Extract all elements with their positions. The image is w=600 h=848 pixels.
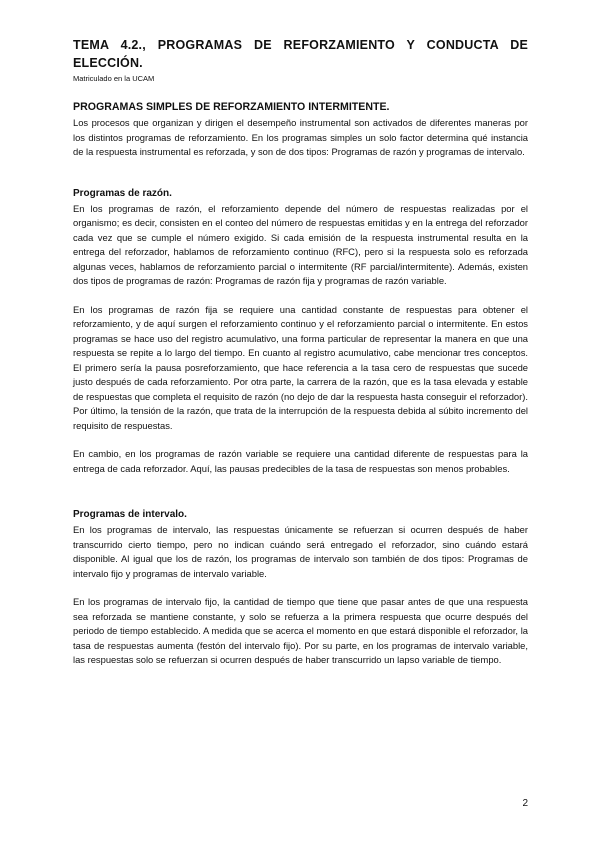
razon-paragraph-3: En cambio, en los programas de razón variable se requiere una cantidad diferente de respuestas para la entrega de cada reforzador. Aquí, las pausas predecibles de la tasa de respuestas son menos probables. [73, 448, 528, 474]
razon-paragraph-1: En los programas de razón, el reforzamiento depende del número de respuestas realizadas por el organismo; es decir, consisten en el conteo del número de respuestas emitidas y en la entrega del reforzador cada vez que se cumple el número exigido. Si cada emisión de la respuesta instrumental resulta en la entrega del reforzador, hablamos de reforzamiento continuo (RFC), pero si la respuesta solo es reforzada algunas veces, hablamos de reforzamiento parcial o intermitente (RF parcial/intermitente). Además, existen dos tipos de programas de razón: Programas de razón fija y programas de razón variable. [73, 202, 528, 286]
razon-paragraph-2: En los programas de razón fija se requiere una cantidad constante de respuestas para obtener el reforzamiento, y de aquí surgen el reforzamiento continuo y el reforzamiento parcial o intermitente. En estos programas se hace uso del registro acumulativo, una forma particular de representar la manera en que una respuesta se repite a lo largo del tiempo. En cuanto al registro acumulativo, cabe mencionar tres conceptos. El primero sería la pausa posreforzamiento, que hace referencia a la tasa cero de respuestas que sucede justo después de cada reforzamiento. Por otra parte, la carrera de la razón, que es la tasa elevada y estable de respuestas que completa el requisito de razón (no dejo de dar la respuesta hasta conseguir el reforzador). Por último, la tensión de la razón, que trata de la interrupción de la respuesta debida al súbito incremento del requisito de respuestas. [73, 303, 528, 431]
document-title: TEMA 4.2., PROGRAMAS DE REFORZAMIENTO Y CONDUCTA DE ELECCIÓN. [73, 38, 528, 70]
intro-paragraph: Los procesos que organizan y dirigen el desempeño instrumental son activados de diferentes maneras por los distintos programas de reforzamiento. En los programas simples un solo factor determina qué instancia de la respuesta instrumental es reforzada, y son de dos tipos: Programas de razón y programas de intervalo. [73, 117, 528, 157]
page-number: 2 [522, 798, 528, 809]
intervalo-paragraph-2: En los programas de intervalo fijo, la cantidad de tiempo que tiene que pasar antes de que una respuesta sea reforzada se mantiene constante, y solo se refuerza a la primera respuesta que ocurre después del periodo de tiempo establecido. A medida que se acerca el momento en que estará disponible el reforzador, la tasa de respuestas aumenta (festón del intervalo fijo). Por su parte, en los programas de intervalo variable, las respuestas solo se refuerzan si ocurren después de haber transcurrido un lapso variable de tiempo. [73, 596, 528, 665]
document-page [73, 36, 528, 668]
section-heading: PROGRAMAS SIMPLES DE REFORZAMIENTO INTERMITENTE. [73, 101, 390, 113]
razon-heading: Programas de razón. [73, 187, 172, 199]
document-subtitle: Matriculado en la UCAM [73, 74, 155, 83]
intervalo-heading: Programas de intervalo. [73, 509, 187, 520]
intervalo-paragraph-1: En los programas de intervalo, las respuestas únicamente se refuerzan si ocurren después de haber transcurrido cierto tiempo, pero no indican cuándo será entregado el reforzador, sino cuándo estará disponible. Al igual que los de razón, los programas de intervalo son también de dos tipos: Programas de intervalo fijo y programas de intervalo variable. [73, 524, 528, 579]
